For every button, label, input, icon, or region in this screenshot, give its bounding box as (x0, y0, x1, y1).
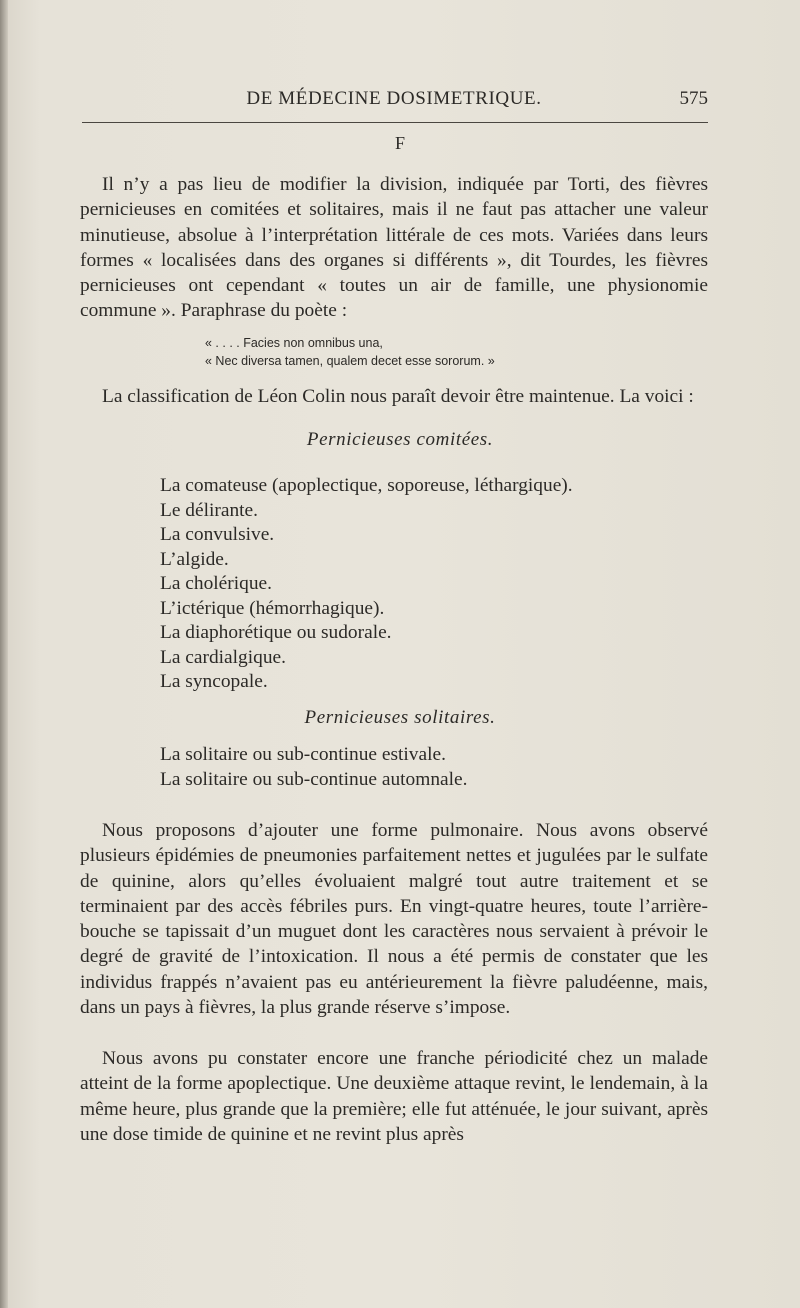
list-item: La solitaire ou sub-continue estivale. (160, 744, 446, 765)
list-item: L’algide. (160, 548, 229, 570)
list-solitaires (160, 743, 720, 792)
list-item: La cardialgique. (160, 646, 286, 668)
paragraph-classification: La classification de Léon Colin nous paraît devoir être maintenue. La voici : (102, 386, 694, 407)
list-item: La convulsive. (160, 524, 275, 545)
latin-quote-line-1: « . . . . Facies non omnibus una, (205, 336, 383, 350)
list-item: La cholérique. (160, 573, 272, 594)
list-item: La diaphorétique ou sudorale. (160, 622, 392, 643)
paragraph-intro: Il n’y a pas lieu de modifier la division, indiquée par Torti, des fièvres pernicieuses en comitées et solitaires, mais il ne faut pas attacher une valeur minutieuse, absolue à l’interprétation littérale de ces mots. Variées dans leurs formes « localisées dans des organes si différents », dit Tourdes, les fièvres pernicieuses ont cependant « toutes un air de famille, une physionomie commune ». Paraphrase du poète : (80, 174, 708, 322)
list-item: La comateuse (apoplectique, soporeuse, léthargique). (160, 475, 573, 496)
list-item: La syncopale. (160, 671, 268, 692)
running-title: DE MÉDECINE DOSIMETRIQUE. (246, 88, 542, 109)
list-item: Le délirante. (160, 499, 258, 521)
page-number: 575 (679, 88, 708, 109)
header-rule (82, 122, 708, 123)
heading-pernicieuses-solitaires: Pernicieuses solitaires. (304, 707, 496, 728)
list-item: L’ictérique (hémorrhagique). (160, 597, 385, 619)
heading-pernicieuses-comitees: Pernicieuses comitées. (306, 429, 494, 450)
page-header (80, 88, 708, 112)
section-letter: F (394, 133, 405, 153)
list-comitees (160, 474, 720, 695)
paragraph-periodicity: Nous avons pu constater encore une franche périodicité chez un malade atteint de la forme apoplectique. Une deuxième attaque revint, le lendemain, à la même heure, plus grande que la première; elle fut atténuée, le jour suivant, après une dose timide de quinine et ne revint plus après (80, 1048, 708, 1145)
list-item: La solitaire ou sub-continue automnale. (160, 768, 468, 790)
paragraph-pulmonary: Nous proposons d’ajouter une forme pulmonaire. Nous avons observé plusieurs épidémies de pneumonies parfaitement nettes et jugulées par le sulfate de quinine, alors qu’elles évoluaient malgré tout autre traitement et se terminaient par des accès fébriles purs. En vingt-quatre heures, toute l’arrière-bouche se tapissait d’un muguet dont les caractères nous servaient à prévoir le degré de gravité de l’intoxication. Il nous a été permis de constater que les individus frappés n’avaient pas eu antérieurement la fièvre paludéenne, mais, dans un pays à fièvres, la plus grande réserve s’impose. (80, 820, 708, 1019)
latin-quote-line-2: « Nec diversa tamen, qualem decet esse sororum. » (205, 354, 495, 368)
page-binding-edge (0, 0, 8, 1308)
